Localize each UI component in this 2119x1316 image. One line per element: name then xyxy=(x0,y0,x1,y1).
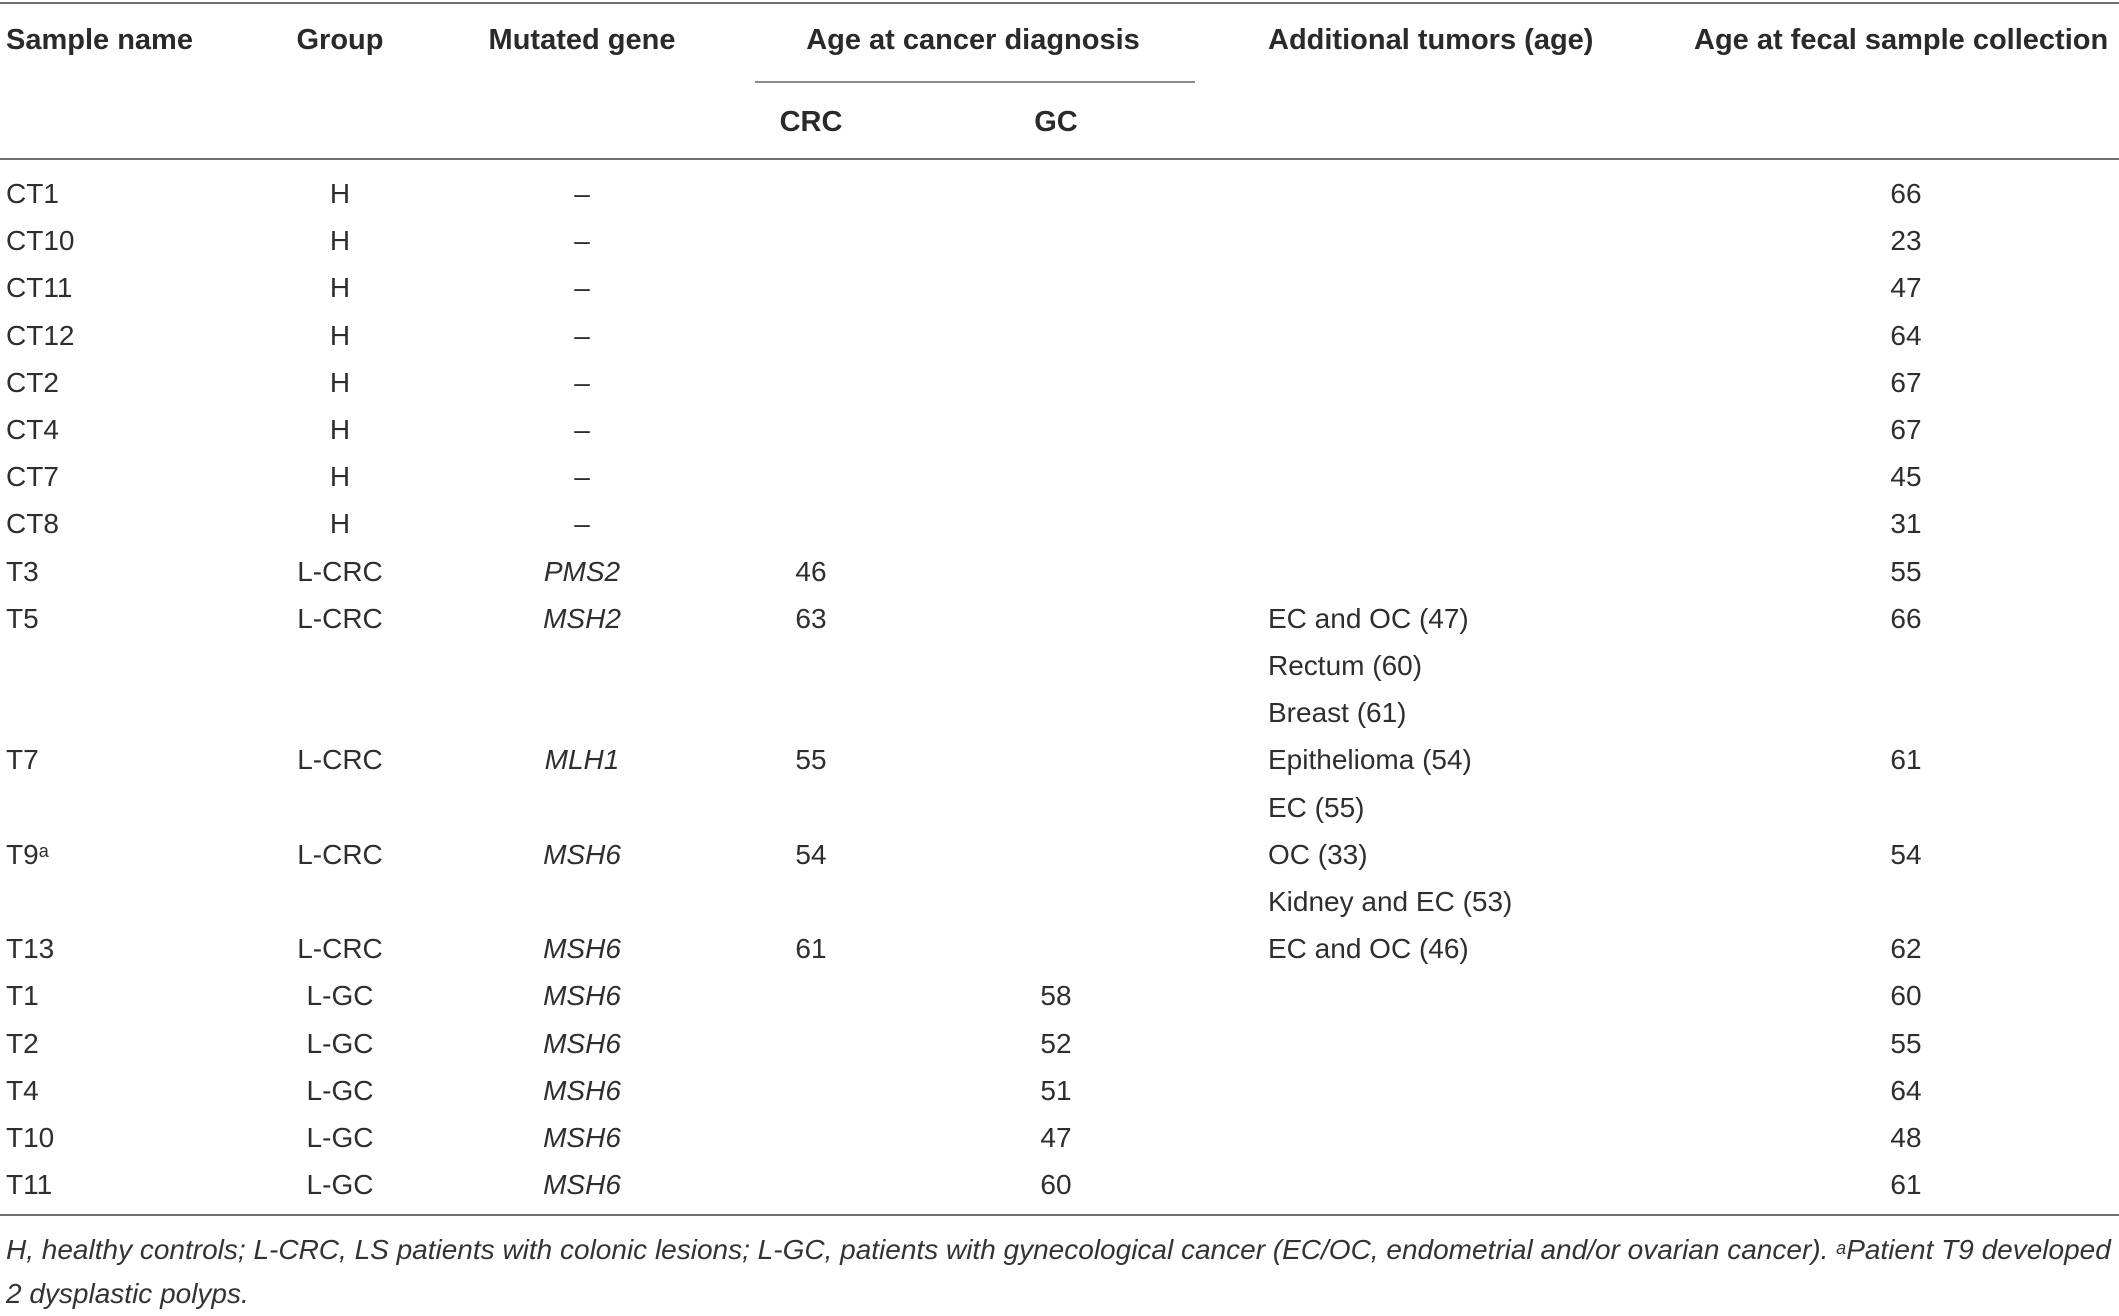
sample-name-text: CT7 xyxy=(6,461,59,493)
cell-sample-name xyxy=(6,1120,54,1156)
cell-mutated-gene: MSH6 xyxy=(543,933,621,965)
cell-group: L-CRC xyxy=(297,838,383,870)
cell-group: L-CRC xyxy=(297,744,383,776)
cell-mutated-gene: – xyxy=(574,508,590,540)
cell-fecal-age: 64 xyxy=(1890,1074,1922,1106)
header-gc: GC xyxy=(1034,106,1078,138)
cell-fecal-age: 67 xyxy=(1890,414,1922,445)
footnote-marker: a xyxy=(1836,1238,1847,1258)
cell-sample-name xyxy=(6,601,39,637)
cell-group: L-CRC xyxy=(297,933,383,965)
cell-fecal-age: 55 xyxy=(1890,1027,1922,1059)
sample-name-text: T11 xyxy=(6,1169,53,1201)
cell-mutated-gene: PMS2 xyxy=(543,555,621,587)
sample-name-text: CT2 xyxy=(6,366,59,398)
cell-fecal-age: 66 xyxy=(1890,178,1922,209)
cell-fecal-age: 67 xyxy=(1890,366,1922,398)
cell-sample-name xyxy=(6,270,72,306)
table-bottom-rule xyxy=(0,1214,2119,1216)
sample-name-text: T13 xyxy=(6,933,55,965)
header-age-at-diagnosis: Age at cancer diagnosis xyxy=(806,24,1140,56)
cell-fecal-age: 66 xyxy=(1890,602,1922,634)
cell-fecal-age: 48 xyxy=(1890,1122,1922,1153)
cell-mutated-gene: – xyxy=(574,366,590,398)
cell-fecal-age: 23 xyxy=(1890,225,1922,257)
cell-mutated-gene: – xyxy=(574,414,590,445)
header-bottom-rule xyxy=(0,158,2119,160)
cell-mutated-gene: – xyxy=(574,319,590,351)
cell-group: L-GC xyxy=(306,1074,374,1106)
sample-name-text: T3 xyxy=(6,555,39,587)
cell-group: H xyxy=(329,319,351,351)
cell-fecal-age: 31 xyxy=(1890,508,1922,540)
cell-group: L-CRC xyxy=(297,555,383,587)
cell-sample-name xyxy=(6,931,54,967)
cell-group: H xyxy=(329,508,351,540)
cell-sample-name xyxy=(6,506,59,542)
cell-additional-tumor: Kidney and EC (53) xyxy=(1268,886,1513,917)
cell-sample-name xyxy=(6,459,59,495)
cell-additional-tumor: Rectum (60) xyxy=(1268,650,1423,681)
cell-sample-name xyxy=(6,554,39,590)
cell-additional-tumor: OC (33) xyxy=(1268,838,1368,870)
sample-name-text: T4 xyxy=(6,1074,39,1106)
cell-fecal-age: 54 xyxy=(1890,838,1922,870)
cell-gc-age: 58 xyxy=(1040,980,1072,1012)
cell-sample-name xyxy=(6,1026,39,1062)
cell-group: H xyxy=(329,272,351,304)
cell-group: H xyxy=(329,178,351,209)
cell-mutated-gene: – xyxy=(574,178,590,209)
cell-mutated-gene: MSH6 xyxy=(543,1122,621,1153)
cell-fecal-age: 62 xyxy=(1890,933,1922,965)
header-subrule xyxy=(755,81,1195,83)
sample-name-text: T5 xyxy=(6,602,39,634)
cell-group: L-GC xyxy=(306,1169,374,1201)
header-age-at-fecal: Age at fecal sample collection xyxy=(1694,24,2109,56)
header-group: Group xyxy=(296,24,384,56)
sample-name-text: CT4 xyxy=(6,414,59,445)
cell-group: L-GC xyxy=(306,1122,374,1153)
cell-mutated-gene: MSH2 xyxy=(543,602,621,634)
sample-name-text: T10 xyxy=(6,1122,55,1153)
sample-name-text: T2 xyxy=(6,1027,39,1059)
cell-fecal-age: 45 xyxy=(1890,461,1922,493)
cell-group: L-GC xyxy=(306,980,374,1012)
sample-name-text: CT8 xyxy=(6,508,59,540)
cell-crc-age: 63 xyxy=(795,602,827,634)
cell-additional-tumor: EC and OC (47) xyxy=(1268,602,1469,634)
cell-mutated-gene: MSH6 xyxy=(543,980,621,1012)
cell-crc-age: 46 xyxy=(795,555,827,587)
header-mutated-gene: Mutated gene xyxy=(488,24,676,56)
cell-group: L-GC xyxy=(306,1027,374,1059)
cell-fecal-age: 61 xyxy=(1890,1169,1922,1201)
sample-name-text: T7 xyxy=(6,744,39,776)
cell-sample-name xyxy=(6,837,49,873)
cell-fecal-age: 60 xyxy=(1890,980,1922,1012)
header-additional-tumors: Additional tumors (age) xyxy=(1268,24,1594,56)
cell-sample-name xyxy=(6,742,39,778)
cell-sample-name xyxy=(6,412,59,448)
cell-mutated-gene: MSH6 xyxy=(543,1027,621,1059)
sample-name-text: CT11 xyxy=(6,272,73,304)
cell-gc-age: 47 xyxy=(1040,1122,1072,1153)
table-footnote xyxy=(6,1228,2111,1316)
cell-gc-age: 60 xyxy=(1040,1169,1072,1201)
cell-sample-name xyxy=(6,318,74,354)
sample-name-text: CT12 xyxy=(6,319,75,351)
table-top-rule xyxy=(0,2,2119,4)
cell-mutated-gene: MSH6 xyxy=(543,838,621,870)
cell-fecal-age: 47 xyxy=(1890,272,1922,304)
cell-additional-tumor: Epithelioma (54) xyxy=(1268,744,1472,776)
cell-additional-tumor: Breast (61) xyxy=(1268,697,1407,729)
cell-group: H xyxy=(329,414,351,445)
footnote-marker: a xyxy=(38,840,49,861)
cell-mutated-gene: – xyxy=(574,272,590,304)
cell-sample-name xyxy=(6,1167,52,1203)
footnote-text-2: Patient T9 developed 2 dysplastic polyps. xyxy=(6,1234,2111,1309)
cell-mutated-gene: MLH1 xyxy=(544,744,620,776)
footnote-text: H, healthy controls; L-CRC, LS patients with colonic lesions; L-GC, patients with gynecological cancer (EC/OC, endometrial and/or ovarian cancer). xyxy=(6,1234,1837,1265)
cell-mutated-gene: – xyxy=(574,461,590,493)
cell-crc-age: 54 xyxy=(795,838,827,870)
cell-group: H xyxy=(329,366,351,398)
cell-additional-tumor: EC (55) xyxy=(1268,791,1365,823)
sample-name-text: T1 xyxy=(6,980,39,1012)
cell-crc-age: 55 xyxy=(795,744,827,776)
cell-sample-name xyxy=(6,365,59,401)
header-sample-name: Sample name xyxy=(6,24,193,56)
cell-mutated-gene: MSH6 xyxy=(543,1169,621,1201)
sample-name-text: CT10 xyxy=(6,225,75,257)
cell-sample-name xyxy=(6,978,39,1014)
cell-group: H xyxy=(329,461,351,493)
cell-sample-name xyxy=(6,223,74,259)
cell-sample-name xyxy=(6,1073,39,1109)
cell-mutated-gene: MSH6 xyxy=(543,1074,621,1106)
cell-fecal-age: 64 xyxy=(1890,319,1922,351)
cell-group: H xyxy=(329,225,351,257)
cell-mutated-gene: – xyxy=(574,225,590,257)
cell-crc-age: 61 xyxy=(795,933,827,965)
cell-gc-age: 52 xyxy=(1040,1027,1072,1059)
cell-fecal-age: 61 xyxy=(1890,744,1922,776)
cell-fecal-age: 55 xyxy=(1890,555,1922,587)
cell-group: L-CRC xyxy=(297,602,383,634)
cell-gc-age: 51 xyxy=(1040,1074,1072,1106)
sample-name-text: CT1 xyxy=(6,178,59,209)
cell-additional-tumor: EC and OC (46) xyxy=(1268,933,1469,965)
header-crc: CRC xyxy=(779,106,843,138)
sample-name-text: T9 xyxy=(6,838,39,870)
cell-sample-name xyxy=(6,176,59,212)
